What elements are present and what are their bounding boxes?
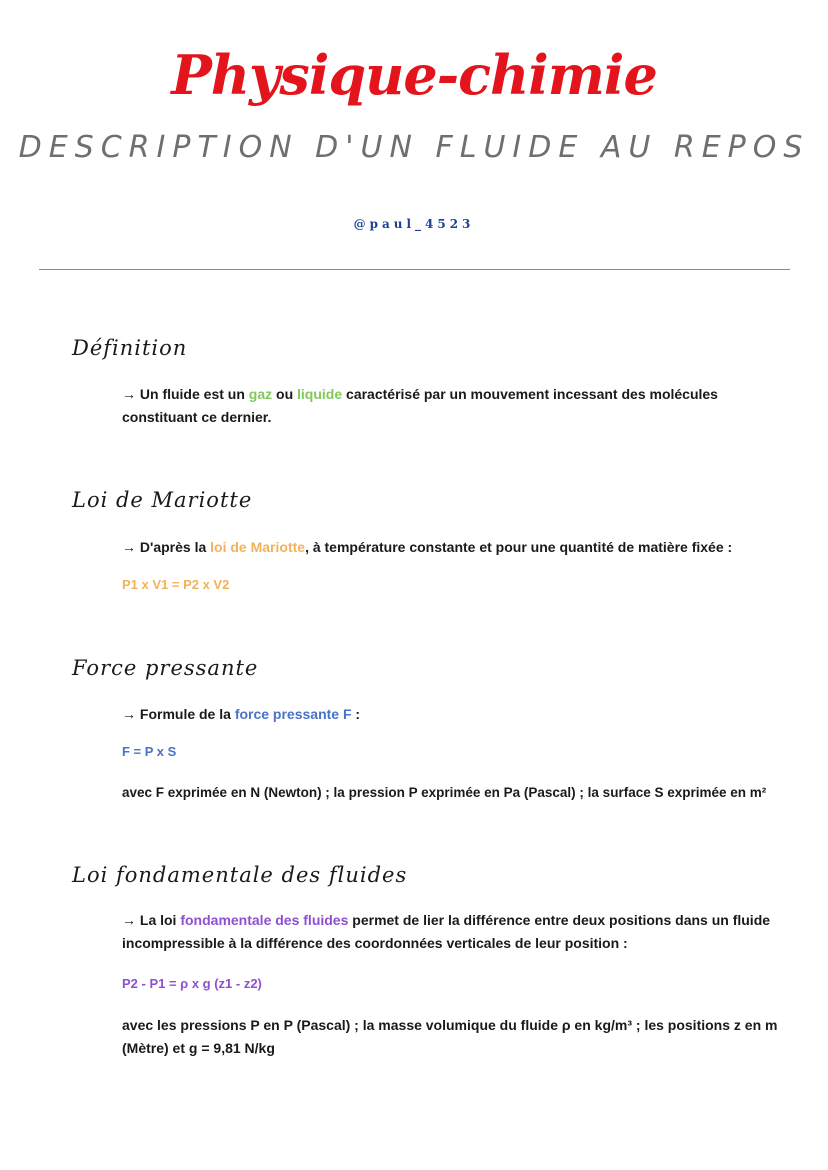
definition-text-part-1: → Un fluide est un <box>122 386 249 402</box>
force-text <box>122 703 790 726</box>
force-units-note: avec F exprimée en N (Newton) ; la pression P exprimée en Pa (Pascal) ; la surface S exprimée en m² <box>122 785 767 800</box>
highlight-liquide: liquide <box>297 386 343 402</box>
page-title: Physique-chimie <box>171 43 657 107</box>
heading-mariotte: Loi de Mariotte <box>72 488 253 512</box>
definition-text-part-3: caractérisé par un mouvement incessant des molécules constituant ce dernier. <box>122 386 718 425</box>
definition-text <box>122 383 790 429</box>
mariotte-text-part-2: , à température constante et pour une quantité de matière fixée : <box>305 539 733 555</box>
fondamentale-formula: P2 - P1 = ρ x g (z1 - z2) <box>122 976 262 991</box>
mariotte-formula: P1 x V1 = P2 x V2 <box>122 577 230 592</box>
definition-text-part-2: ou <box>272 386 298 402</box>
header-divider <box>39 269 790 270</box>
highlight-fondamentale-fluides: fondamentale des fluides <box>180 912 349 928</box>
page-subtitle: DESCRIPTION D'UN FLUIDE AU REPOS <box>18 130 810 165</box>
author-handle: @paul_4523 <box>353 217 475 231</box>
mariotte-text-part-1: → D'après la <box>122 539 211 555</box>
fondamentale-text <box>122 909 790 955</box>
highlight-loi-mariotte: loi de Mariotte <box>210 539 306 555</box>
heading-force-pressante: Force pressante <box>72 656 259 680</box>
force-formula: F = P x S <box>122 744 177 759</box>
force-text-part-2: : <box>351 706 361 722</box>
fondamentale-text-part-2: permet de lier la différence entre deux positions dans un fluide incompressible à la différence des coordonnées verticales de leur position : <box>122 912 771 951</box>
heading-loi-fondamentale: Loi fondamentale des fluides <box>72 863 408 887</box>
force-text-part-1: → Formule de la <box>122 706 235 722</box>
mariotte-text <box>122 536 790 559</box>
fondamentale-text-part-1: → La loi <box>122 912 181 928</box>
fondamentale-units-note: avec les pressions P en P (Pascal) ; la masse volumique du fluide ρ en kg/m³ ; les positions z en m (Mètre) et g = 9,81 N/kg <box>122 1017 778 1056</box>
heading-definition: Définition <box>72 336 188 360</box>
highlight-force-pressante: force pressante F <box>234 706 352 722</box>
highlight-gaz: gaz <box>248 386 273 402</box>
